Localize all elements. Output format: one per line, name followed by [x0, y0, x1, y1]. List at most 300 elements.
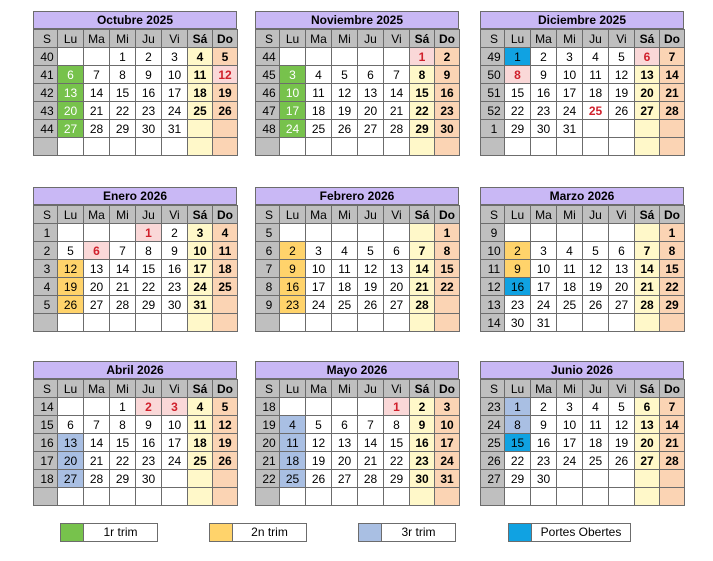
day-cell: 29 [505, 470, 531, 488]
day-cell: 3 [188, 224, 213, 242]
weekday-header: Ma [84, 206, 110, 224]
weekday-header: Lu [505, 380, 531, 398]
day-cell [635, 138, 660, 156]
day-cell: 31 [435, 470, 460, 488]
week-row [34, 434, 238, 452]
weekday-header: Sá [635, 30, 660, 48]
weekday-header-row [256, 206, 460, 224]
day-cell [306, 314, 332, 332]
day-cell [58, 398, 84, 416]
day-cell: 15 [110, 434, 136, 452]
day-cell: 15 [435, 260, 460, 278]
week-row [481, 120, 685, 138]
day-cell [557, 224, 583, 242]
day-cell [110, 138, 136, 156]
day-cell [136, 488, 162, 506]
day-cell: 2 [136, 398, 162, 416]
day-cell [635, 120, 660, 138]
day-cell: 16 [162, 260, 188, 278]
week-row [34, 48, 238, 66]
day-cell [384, 488, 410, 506]
week-row [256, 416, 460, 434]
weekday-header: S [481, 206, 505, 224]
week-row [256, 120, 460, 138]
weekday-header: Mi [332, 380, 358, 398]
weekday-header: S [34, 30, 58, 48]
day-cell [609, 138, 635, 156]
weekday-header: Vi [162, 380, 188, 398]
day-cell: 30 [410, 470, 435, 488]
day-cell: 31 [188, 296, 213, 314]
day-cell: 28 [84, 470, 110, 488]
week-row [256, 296, 460, 314]
day-cell: 10 [306, 260, 332, 278]
day-cell: 20 [609, 278, 635, 296]
day-cell: 18 [306, 102, 332, 120]
day-cell: 26 [583, 296, 609, 314]
weekday-header: S [34, 206, 58, 224]
day-cell [609, 120, 635, 138]
week-row [256, 138, 460, 156]
month-title: Noviembre 2025 [255, 11, 459, 29]
week-number: 50 [481, 66, 505, 84]
week-row [481, 224, 685, 242]
day-cell [58, 138, 84, 156]
day-cell: 25 [583, 452, 609, 470]
day-cell [384, 48, 410, 66]
day-cell: 22 [384, 452, 410, 470]
day-cell [435, 138, 460, 156]
day-cell [84, 488, 110, 506]
week-row [481, 48, 685, 66]
week-number: 11 [481, 260, 505, 278]
day-cell [280, 488, 306, 506]
day-cell: 25 [557, 296, 583, 314]
weekday-header-row [34, 380, 238, 398]
day-cell: 1 [410, 48, 435, 66]
week-row [481, 314, 685, 332]
day-cell [583, 138, 609, 156]
day-cell: 29 [110, 120, 136, 138]
week-number: 13 [481, 296, 505, 314]
day-cell: 12 [58, 260, 84, 278]
weekday-header: Ju [136, 206, 162, 224]
day-cell: 24 [435, 452, 460, 470]
week-row [481, 102, 685, 120]
day-cell: 30 [136, 470, 162, 488]
weekday-header: Vi [162, 30, 188, 48]
day-cell: 24 [557, 102, 583, 120]
week-number: 40 [34, 48, 58, 66]
week-row [34, 416, 238, 434]
month-table [255, 29, 460, 156]
week-number: 10 [481, 242, 505, 260]
day-cell [505, 224, 531, 242]
day-cell [332, 138, 358, 156]
week-number: 6 [256, 242, 280, 260]
month-table [255, 379, 460, 506]
day-cell [332, 314, 358, 332]
day-cell: 29 [505, 120, 531, 138]
day-cell: 3 [557, 48, 583, 66]
day-cell: 9 [410, 416, 435, 434]
day-cell: 29 [136, 296, 162, 314]
day-cell: 18 [188, 84, 213, 102]
day-cell: 19 [58, 278, 84, 296]
weekday-header: Mi [557, 206, 583, 224]
week-row [34, 224, 238, 242]
day-cell: 2 [280, 242, 306, 260]
weekday-header: Ju [583, 206, 609, 224]
weekday-header: Mi [332, 30, 358, 48]
day-cell [306, 488, 332, 506]
day-cell [306, 48, 332, 66]
weekday-header: Ju [583, 380, 609, 398]
day-cell [358, 398, 384, 416]
day-cell: 6 [635, 48, 660, 66]
day-cell: 2 [410, 398, 435, 416]
day-cell: 27 [358, 120, 384, 138]
month-title: Octubre 2025 [33, 11, 237, 29]
day-cell [660, 488, 685, 506]
week-number: 3 [34, 260, 58, 278]
day-cell: 16 [435, 84, 460, 102]
legend-swatch-trim2 [209, 523, 233, 542]
day-cell: 4 [188, 398, 213, 416]
day-cell: 6 [384, 242, 410, 260]
day-cell: 6 [358, 66, 384, 84]
week-number: 15 [34, 416, 58, 434]
day-cell: 21 [110, 278, 136, 296]
day-cell: 13 [58, 434, 84, 452]
day-cell: 1 [660, 224, 685, 242]
day-cell [583, 488, 609, 506]
legend-swatch-portes-obertes [508, 523, 532, 542]
day-cell: 29 [660, 296, 685, 314]
day-cell [384, 224, 410, 242]
day-cell: 21 [635, 278, 660, 296]
weekday-header: Do [660, 380, 685, 398]
day-cell: 15 [136, 260, 162, 278]
month-table [255, 205, 460, 332]
day-cell [332, 48, 358, 66]
weekday-header: S [481, 380, 505, 398]
day-cell: 15 [505, 84, 531, 102]
day-cell [306, 398, 332, 416]
day-cell: 21 [84, 102, 110, 120]
day-cell [280, 224, 306, 242]
day-cell: 20 [384, 278, 410, 296]
weekday-header: Lu [505, 206, 531, 224]
weekday-header: Mi [110, 30, 136, 48]
day-cell: 19 [609, 84, 635, 102]
day-cell: 11 [557, 260, 583, 278]
weekday-header: Vi [162, 206, 188, 224]
day-cell: 1 [110, 48, 136, 66]
weekday-header: Do [660, 30, 685, 48]
day-cell: 4 [557, 242, 583, 260]
month-calendar [33, 11, 237, 156]
day-cell: 5 [213, 398, 238, 416]
day-cell: 11 [213, 242, 238, 260]
day-cell [660, 120, 685, 138]
weekday-header: Ma [531, 380, 557, 398]
day-cell: 16 [136, 84, 162, 102]
day-cell [162, 138, 188, 156]
day-cell: 3 [280, 66, 306, 84]
day-cell: 13 [384, 260, 410, 278]
day-cell: 7 [635, 242, 660, 260]
day-cell [110, 314, 136, 332]
day-cell: 28 [358, 470, 384, 488]
weekday-header: Do [213, 30, 238, 48]
week-number [481, 138, 505, 156]
day-cell: 1 [435, 224, 460, 242]
day-cell: 31 [531, 314, 557, 332]
week-number: 12 [481, 278, 505, 296]
day-cell: 18 [280, 452, 306, 470]
day-cell [110, 488, 136, 506]
day-cell: 23 [435, 102, 460, 120]
week-row [256, 102, 460, 120]
week-number: 45 [256, 66, 280, 84]
week-row [481, 278, 685, 296]
day-cell [84, 224, 110, 242]
day-cell: 17 [162, 434, 188, 452]
day-cell [557, 470, 583, 488]
day-cell [213, 314, 238, 332]
day-cell: 20 [84, 278, 110, 296]
day-cell: 10 [531, 260, 557, 278]
day-cell [531, 138, 557, 156]
month-table [480, 29, 685, 156]
day-cell: 27 [384, 296, 410, 314]
day-cell: 24 [306, 296, 332, 314]
day-cell: 2 [136, 48, 162, 66]
weekday-header: Sá [410, 206, 435, 224]
weekday-header: Ju [358, 206, 384, 224]
day-cell: 5 [213, 48, 238, 66]
day-cell [660, 138, 685, 156]
day-cell: 16 [531, 84, 557, 102]
day-cell: 4 [583, 48, 609, 66]
day-cell [609, 224, 635, 242]
day-cell [162, 488, 188, 506]
weekday-header: S [34, 380, 58, 398]
weekday-header-row [481, 30, 685, 48]
day-cell: 27 [635, 452, 660, 470]
day-cell: 8 [505, 66, 531, 84]
day-cell: 5 [358, 242, 384, 260]
day-cell: 3 [306, 242, 332, 260]
day-cell: 10 [557, 66, 583, 84]
day-cell: 24 [531, 296, 557, 314]
week-row [481, 452, 685, 470]
day-cell: 12 [609, 416, 635, 434]
day-cell [635, 224, 660, 242]
day-cell: 13 [635, 66, 660, 84]
month-table [480, 379, 685, 506]
day-cell: 31 [162, 120, 188, 138]
weekday-header: Sá [188, 30, 213, 48]
day-cell: 2 [531, 398, 557, 416]
day-cell: 19 [213, 84, 238, 102]
day-cell: 21 [84, 452, 110, 470]
day-cell: 17 [306, 278, 332, 296]
day-cell: 14 [384, 84, 410, 102]
legend-swatch-trim3 [358, 523, 382, 542]
week-number: 2 [34, 242, 58, 260]
day-cell: 19 [332, 102, 358, 120]
day-cell: 14 [410, 260, 435, 278]
day-cell: 14 [110, 260, 136, 278]
day-cell: 27 [58, 120, 84, 138]
week-number: 49 [481, 48, 505, 66]
day-cell: 22 [110, 452, 136, 470]
day-cell: 25 [188, 102, 213, 120]
day-cell [84, 314, 110, 332]
week-number: 19 [256, 416, 280, 434]
day-cell: 15 [660, 260, 685, 278]
day-cell: 28 [84, 120, 110, 138]
day-cell: 22 [505, 452, 531, 470]
day-cell [332, 224, 358, 242]
day-cell [58, 314, 84, 332]
day-cell [84, 398, 110, 416]
week-row [34, 470, 238, 488]
day-cell: 17 [557, 434, 583, 452]
weekday-header: Do [213, 206, 238, 224]
legend-label-trim3: 3r trim [381, 523, 456, 542]
day-cell [435, 314, 460, 332]
day-cell: 23 [531, 452, 557, 470]
day-cell: 1 [505, 48, 531, 66]
day-cell: 24 [280, 120, 306, 138]
day-cell: 17 [557, 84, 583, 102]
day-cell: 7 [110, 242, 136, 260]
day-cell: 16 [136, 434, 162, 452]
month-title: Febrero 2026 [255, 187, 459, 205]
day-cell: 30 [531, 470, 557, 488]
weekday-header: Ma [531, 206, 557, 224]
week-row [34, 296, 238, 314]
weekday-header-row [34, 30, 238, 48]
day-cell: 22 [136, 278, 162, 296]
week-number [34, 488, 58, 506]
day-cell: 11 [306, 84, 332, 102]
week-row [481, 296, 685, 314]
day-cell: 12 [332, 84, 358, 102]
weekday-header: Vi [384, 380, 410, 398]
day-cell: 10 [280, 84, 306, 102]
day-cell: 27 [332, 470, 358, 488]
day-cell: 5 [583, 242, 609, 260]
day-cell: 22 [660, 278, 685, 296]
weekday-header: Vi [609, 206, 635, 224]
weekday-header: Lu [58, 380, 84, 398]
week-number: 18 [34, 470, 58, 488]
week-number: 1 [481, 120, 505, 138]
week-number: 14 [481, 314, 505, 332]
weekday-header: Vi [384, 30, 410, 48]
day-cell: 1 [110, 398, 136, 416]
day-cell: 7 [410, 242, 435, 260]
day-cell: 8 [110, 416, 136, 434]
week-number: 41 [34, 66, 58, 84]
day-cell: 11 [280, 434, 306, 452]
day-cell: 22 [435, 278, 460, 296]
day-cell [188, 120, 213, 138]
day-cell [58, 48, 84, 66]
day-cell: 2 [505, 242, 531, 260]
day-cell: 16 [410, 434, 435, 452]
day-cell [188, 470, 213, 488]
week-number: 7 [256, 260, 280, 278]
weekday-header: Mi [110, 206, 136, 224]
day-cell: 5 [58, 242, 84, 260]
day-cell: 20 [358, 102, 384, 120]
legend-label-portes-obertes: Portes Obertes [531, 523, 631, 542]
day-cell [213, 470, 238, 488]
day-cell: 15 [505, 434, 531, 452]
day-cell [332, 398, 358, 416]
week-number [256, 314, 280, 332]
day-cell: 14 [635, 260, 660, 278]
day-cell [583, 224, 609, 242]
day-cell: 13 [635, 416, 660, 434]
legend [0, 523, 713, 542]
day-cell: 14 [84, 84, 110, 102]
day-cell: 20 [332, 452, 358, 470]
day-cell [660, 470, 685, 488]
day-cell [609, 488, 635, 506]
day-cell: 22 [410, 102, 435, 120]
day-cell: 23 [280, 296, 306, 314]
day-cell: 3 [557, 398, 583, 416]
day-cell [306, 224, 332, 242]
day-cell: 19 [583, 278, 609, 296]
weekday-header: Ma [84, 30, 110, 48]
day-cell: 12 [358, 260, 384, 278]
day-cell: 13 [358, 84, 384, 102]
weekday-header: Sá [635, 206, 660, 224]
day-cell: 9 [531, 416, 557, 434]
week-number: 52 [481, 102, 505, 120]
weekday-header: Sá [635, 380, 660, 398]
week-number [34, 138, 58, 156]
day-cell: 5 [609, 48, 635, 66]
weekday-header: Vi [384, 206, 410, 224]
day-cell: 18 [332, 278, 358, 296]
day-cell [410, 224, 435, 242]
day-cell [136, 314, 162, 332]
day-cell: 4 [188, 48, 213, 66]
day-cell [609, 470, 635, 488]
day-cell: 26 [306, 470, 332, 488]
day-cell: 2 [435, 48, 460, 66]
weekday-header-row [481, 206, 685, 224]
day-cell: 10 [162, 416, 188, 434]
day-cell [188, 488, 213, 506]
day-cell: 29 [384, 470, 410, 488]
week-row [481, 416, 685, 434]
day-cell: 3 [531, 242, 557, 260]
day-cell: 22 [110, 102, 136, 120]
month-title: Diciembre 2025 [480, 11, 684, 29]
week-row [34, 66, 238, 84]
week-number: 5 [256, 224, 280, 242]
day-cell [609, 314, 635, 332]
